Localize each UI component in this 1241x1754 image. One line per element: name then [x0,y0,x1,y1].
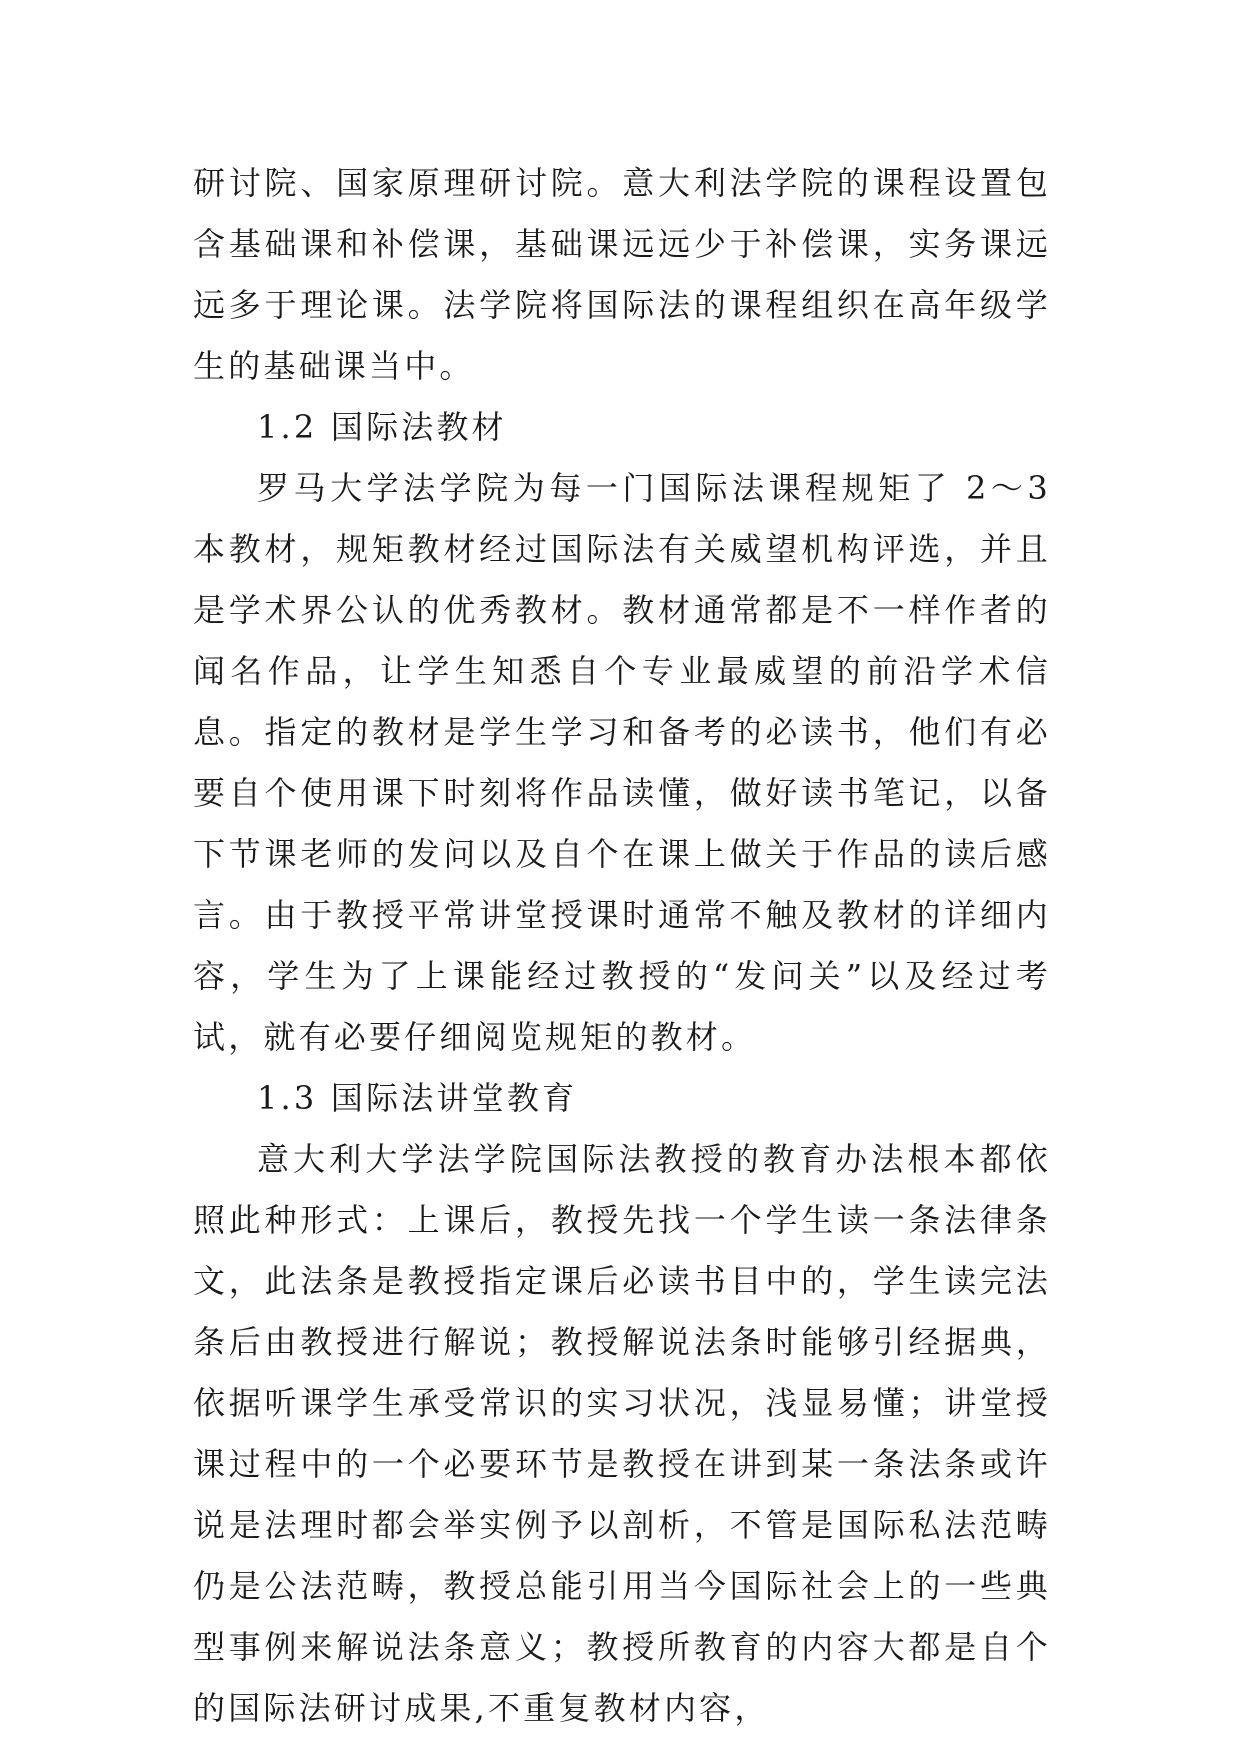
paragraph-classroom-teaching: 意大利大学法学院国际法教授的教育办法根本都依照此种形式：上课后，教授先找一个学生读一条法律条文，此法条是教授指定课后必读书目中的，学生读完法条后由教授进行解说；教授解说法条时能够引经据典，依据听课学生承受常识的实习状况，浅显易懂；讲堂授课过程中的一个必要环节是教授在讲到某一条法条或许说是法理时都会举实例予以剖析，不管是国际私法范畴仍是公法范畴，教授总能引用当今国际社会上的一些典型事例来解说法条意义；教授所教育的内容大都是自个的国际法研讨成果,不重复教材内容， [193,1140,1051,1727]
section-heading-classroom-teaching: 1.3 国际法讲堂教育 [257,1079,578,1117]
section-heading-textbooks: 1.2 国际法教材 [257,408,507,446]
document-body [193,153,1051,1739]
paragraph-textbooks: 罗马大学法学院为每一门国际法课程规矩了 2～3 本教材，规矩教材经过国际法有关威望机构评选，并且是学术界公认的优秀教材。教材通常都是不一样作者的闻名作品，让学生知悉自个专业最威望的前沿学术信息。指定的教材是学生学习和备考的必读书，他们有必要自个使用课下时刻将作品读懂，做好读书笔记，以备下节课老师的发问以及自个在课上做关于作品的读后感言。由于教授平常讲堂授课时通常不触及教材的详细内容，学生为了上课能经过教授的“发问关”以及经过考试，就有必要仔细阅览规矩的教材。 [193,469,1051,1056]
paragraph-course-structure: 研讨院、国家原理研讨院。意大利法学院的课程设置包含基础课和补偿课，基础课远远少于补偿课，实务课远远多于理论课。法学院将国际法的课程组织在高年级学生的基础课当中。 [193,164,1051,385]
